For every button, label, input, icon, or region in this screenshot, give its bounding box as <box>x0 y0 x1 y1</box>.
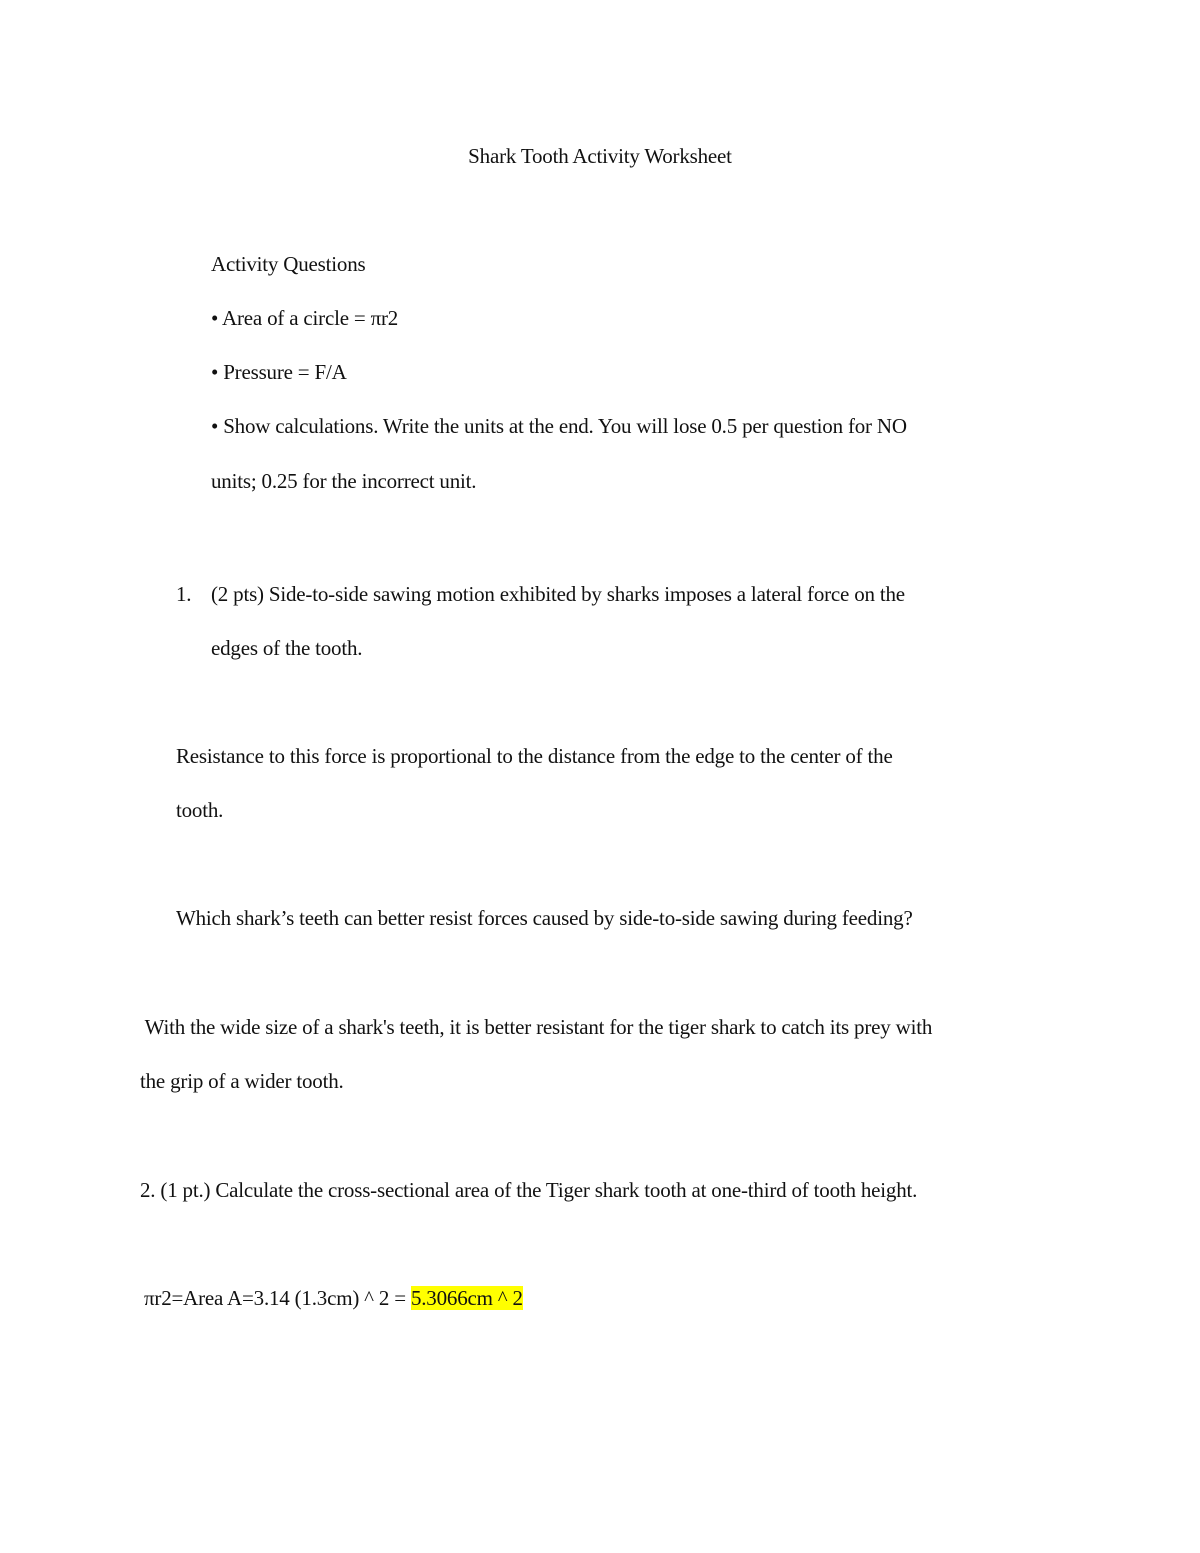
section-heading: Activity Questions <box>211 252 366 276</box>
q2-question: 2. (1 pt.) Calculate the cross-sectional area of the Tiger shark tooth at one-third of tooth height. <box>140 1178 918 1202</box>
bullet-show-calculations: • Show calculations. Write the units at the end. You will lose 0.5 per question for NO <box>211 414 907 438</box>
q1-context-line1: Resistance to this force is proportional to the distance from the edge to the center of the <box>176 744 893 768</box>
q2-answer <box>144 1284 523 1312</box>
document-title: Shark Tooth Activity Worksheet <box>468 144 732 168</box>
q2-answer-prefix: πr2=Area A=3.14 (1.3cm) ^ 2 = <box>144 1286 411 1310</box>
bullet-pressure-formula: • Pressure = F/A <box>211 360 347 384</box>
q1-number: 1. <box>176 582 192 606</box>
q1-answer-line1: With the wide size of a shark's teeth, it is better resistant for the tiger shark to catch its prey with <box>140 1015 933 1039</box>
bullet-area-formula: • Area of a circle = πr2 <box>211 306 399 330</box>
q1-context-line2: tooth. <box>176 798 224 822</box>
q2-answer-highlight: 5.3066cm ^ 2 <box>410 1286 523 1310</box>
bullet-show-calculations-cont: units; 0.25 for the incorrect unit. <box>211 469 477 493</box>
q1-text-line1: (2 pts) Side-to-side sawing motion exhibited by sharks imposes a lateral force on the <box>211 582 905 606</box>
q1-text-line2: edges of the tooth. <box>211 636 363 660</box>
q1-answer-line2: the grip of a wider tooth. <box>140 1069 344 1093</box>
q1-question: Which shark’s teeth can better resist forces caused by side-to-side sawing during feeding? <box>176 906 913 930</box>
